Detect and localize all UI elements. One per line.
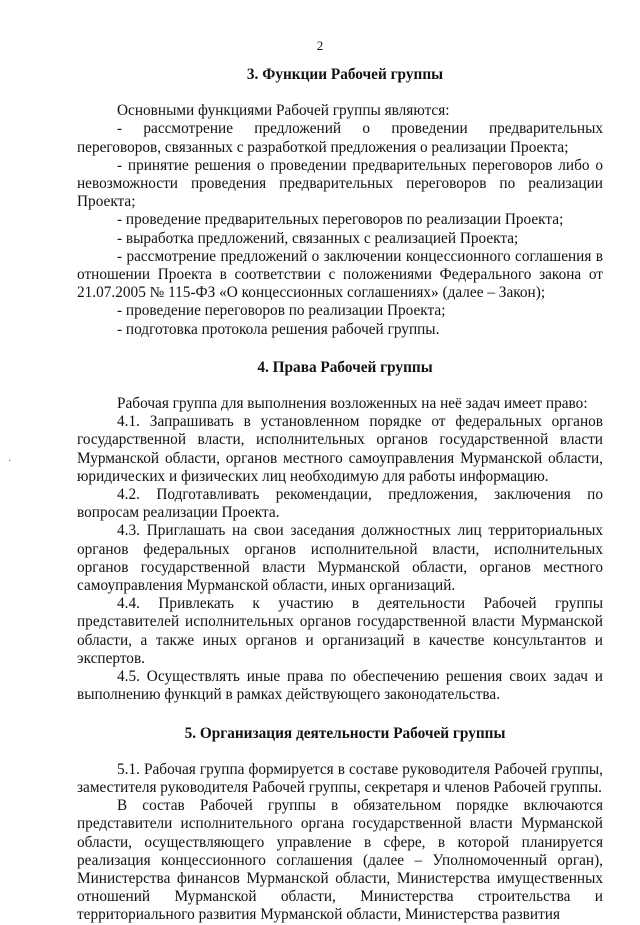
section-3-item: - подготовка протокола решения рабочей группы. [117, 320, 440, 338]
section-4-heading: 4. Права Рабочей группы [257, 358, 433, 376]
section-3-item: - проведение переговоров по реализации Проекта; [117, 302, 446, 320]
page-number: 2 [316, 38, 324, 53]
document-body [77, 62, 603, 925]
section-3-item: - рассмотрение предложений о проведении предварительных переговоров, связанных с разработкой предложения о реализации Проекта; [77, 120, 603, 156]
section-3-item: - проведение предварительных переговоров по реализации Проекта; [117, 211, 564, 229]
section-3-item: - рассмотрение предложений о заключении концессионного соглашения в отношении Проекта в соответствии с положениями Федерального закона от 21.07.2005 № 115-ФЗ «О концессионных соглашениях» (далее – Закон); [77, 247, 603, 302]
section-3-item: - выработка предложений, связанных с реализацией Проекта; [117, 229, 519, 247]
section-5-item: 5.1. Рабочая группа формируется в составе руководителя Рабочей группы, заместителя руководителя Рабочей группы, секретаря и членов Рабочей группы. [77, 760, 603, 796]
section-3-intro: Основными функциями Рабочей группы являются: [117, 102, 450, 120]
section-5-item: В состав Рабочей группы в обязательном порядке включаются представители исполнительного органа государственной власти Мурманской области, осуществляющего управление в сфере, в которой планируется реализация концессионного соглашения (далее – Уполномоченный орган), Министерства финансов Мурманской области, Министерства имущественных отношений Мурманской области, Министерства строительства и территориального развития Мурманской области, Министерства развития [77, 797, 603, 924]
section-3-heading: 3. Функции Рабочей группы [246, 66, 444, 83]
section-4-item: 4.5. Осуществлять иные права по обеспечению решения своих задач и выполнению функций в рамках действующего законодательства. [77, 668, 603, 704]
section-4-intro: Рабочая группа для выполнения возложенных на неё задач имеет право: [117, 395, 588, 413]
section-4-item: 4.3. Приглашать на свои заседания должностных лиц территориальных органов федеральных органов исполнительной власти, исполнительных органов государственной власти Мурманской области, органов местного самоуправления Мурманской области, иных организаций. [77, 522, 603, 595]
section-3-item: - принятие решения о проведении предварительных переговоров либо о невозможности проведения предварительных переговоров по реализации Проекта; [77, 156, 603, 211]
section-5-heading: 5. Организация деятельности Рабочей группы [184, 724, 506, 742]
margin-mark: · [8, 456, 12, 467]
section-4-item: 4.1. Запрашивать в установленном порядке от федеральных органов государственной власти, исполнительных органов государственной власти Мурманской области, органов местного самоуправления Мурманской области, юридических и физических лиц необходимую для работы информацию. [77, 413, 603, 485]
section-4-item: 4.2. Подготавливать рекомендации, предложения, заключения по вопросам реализации Проекта. [77, 486, 603, 522]
section-4-item: 4.4. Привлекать к участию в деятельности Рабочей группы представителей исполнительных органов государственной власти Мурманской области, а также иных органов и организаций в качестве консультантов и экспертов. [77, 595, 603, 667]
